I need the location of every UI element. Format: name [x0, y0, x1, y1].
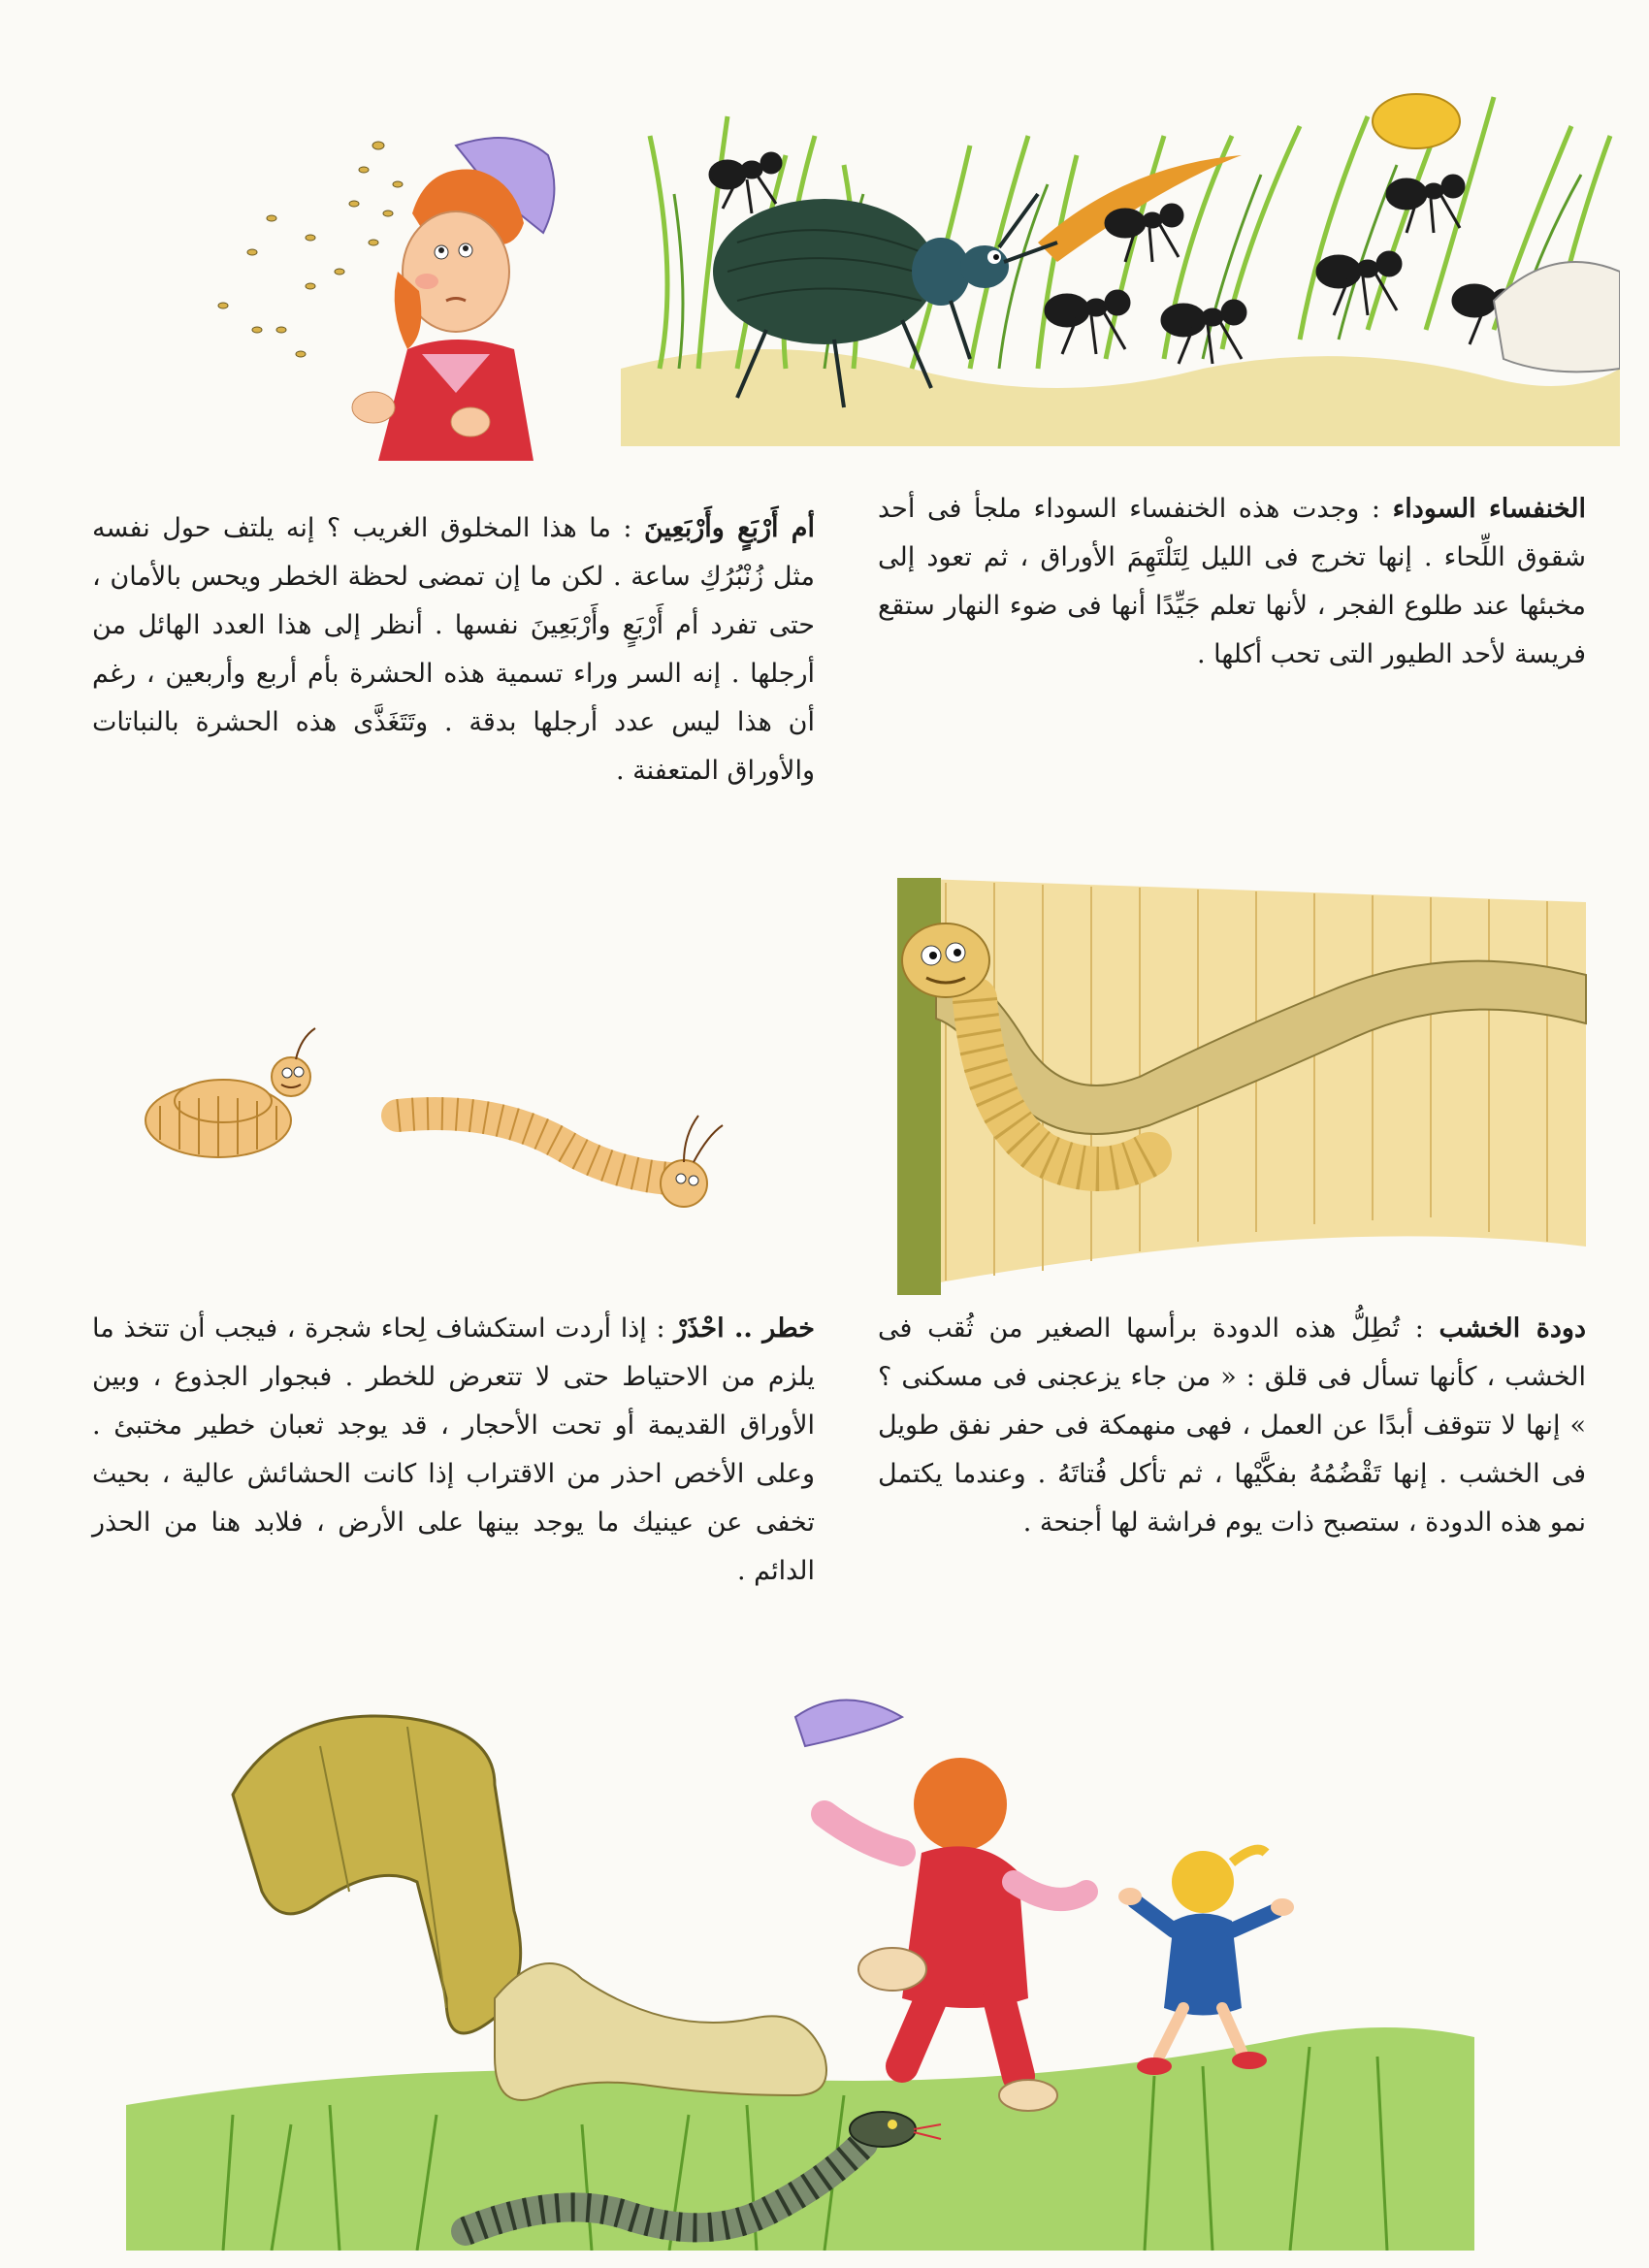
kids-and-snake-illustration	[126, 1688, 1474, 2251]
beetle-separator: :	[1359, 494, 1393, 524]
danger-body: إذا أردت استكشاف لِحاء شجرة ، فيجب أن تتخذ ما يلزم من الاحتياط حتى لا تتعرض للخطر . فبجوار الجذوع ، وبين الأوراق القديمة أو تحت الأحجار ، قد يوجد ثعبان خطير مختبئ . وعلى الأخص احذر من الاقتراب إذا كانت الحشائش عالية ، بحيث تخفى عن عينيك ما يوجد بينها على الأرض ، فلابد هنا من الحذر الدائم .	[92, 1313, 815, 1586]
woodworm-body: تُطِلُّ هذه الدودة برأسها الصغير من ثُقب فى الخشب ، كأنها تسأل فى قلق : « من جاء يزعجنى فى مسكنى ؟ » إنها لا تتوقف أبدًا عن العمل ، فهى منهمكة فى حفر نفق طويل فى الخشب . إنها تَقْضُمُهُ بفكَّيْها ، ثم تأكل فُتاتَهُ . وعندما يكتمل نمو هذه الدودة ، ستصبح ذات يوم فراشة لها أجنحة .	[878, 1313, 1586, 1538]
boy-with-bees-illustration	[165, 126, 572, 461]
beetle-paragraph	[878, 485, 1586, 679]
millipedes-illustration	[126, 1009, 728, 1232]
beetle-heading: الخنفساء السوداء	[1392, 494, 1586, 524]
woodworm-illustration	[829, 863, 1600, 1300]
beetle-and-ants-illustration	[621, 78, 1620, 446]
danger-heading: خطر .. احْذَرْ	[674, 1313, 815, 1344]
millipede-body: ما هذا المخلوق الغريب ؟ إنه يلتف حول نفسه مثل زُنْبُرُكِ ساعة . لكن ما إن تمضى لحظة الخطر ويحس بالأمان ، حتى تفرد أم أَرْبَعٍ وأَرْبَعِينَ نفسها . أنظر إلى هذا العدد الهائل من أرجلها . إنه السر وراء تسمية هذه الحشرة بأم أربع وأربعين ، رغم أن هذا ليس عدد أرجلها بدقة . وتَتَغَذَّى هذه الحشرة بالنباتات والأوراق المتعفنة .	[92, 513, 815, 786]
danger-separator: :	[646, 1313, 675, 1344]
millipede-heading: أم أَرْبَعٍ وأَرْبَعِينَ	[643, 513, 816, 543]
woodworm-separator: :	[1400, 1313, 1439, 1344]
woodworm-paragraph	[878, 1305, 1586, 1547]
millipede-paragraph	[92, 504, 815, 795]
millipede-separator: :	[610, 513, 644, 543]
beetle-body: وجدت هذه الخنفساء السوداء ملجأ فى أحد شقوق اللِّحاء . إنها تخرج فى الليل لِتَلْتَهِمَ الأوراق ، ثم تعود إلى مخبئها عند طلوع الفجر ، لأنها تعلم جَيِّدًا أنها فى ضوء النهار ستقع فريسة لأحد الطيور التى تحب أكلها .	[878, 494, 1586, 669]
danger-paragraph	[92, 1305, 815, 1596]
woodworm-heading: دودة الخشب	[1439, 1313, 1586, 1344]
